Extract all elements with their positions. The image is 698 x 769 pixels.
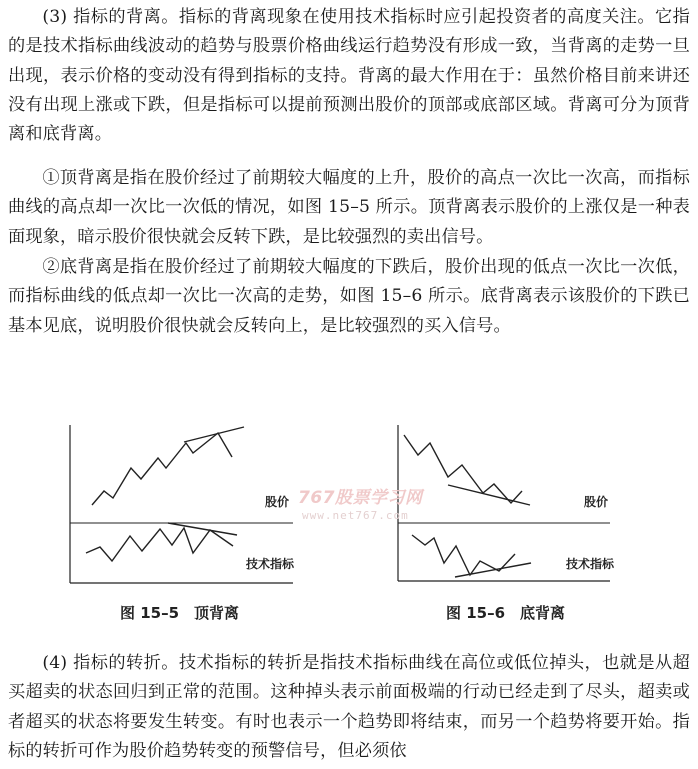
paragraph-indicator-turn: (4) 指标的转折。技术指标的转折是指技术指标曲线在高位或低位掉头，也就是从超买超卖的状态回归到正常的范围。这种掉头表示前面极端的行动已经走到了尽头，超卖或者超买的状态将要发生转变。有时也表示一个趋势即将结束，而另一个趋势将要开始。指标的转折可作为股价趋势转变的预警信号，但必须依 (8, 653, 690, 761)
paragraph-bottom-divergence: ②底背离是指在股价经过了前期较大幅度的下跌后，股价出现的低点一次比一次低，而指标曲线的低点却一次比一次高的走势，如图 15–6 所示。底背离表示该股价的下跌已基本见底，说明股价很快就会反转向上，是比较强烈的买入信号。 (8, 257, 690, 336)
left-indicator-trendline (168, 523, 237, 535)
figures-area (0, 405, 698, 635)
right-indicator-trendline (455, 563, 531, 577)
paragraph-divergence-intro: (3) 指标的背离。指标的背离现象在使用技术指标时应引起投资者的高度关注。它指的是技术指标曲线波动的趋势与股票价格曲线运行趋势没有形成一致，当背离的走势一旦出现，表示价格的变动没有得到指标的支持。背离的最大作用在于：虽然价格目前来讲还没有出现上涨或下跌，但是指标可以提前预测出股价的顶部或底部区域。背离可分为顶背离和底背离。 (8, 7, 690, 145)
left-price-trendline (184, 427, 244, 442)
figure-caption-left: 图 15–5 顶背离 (120, 604, 240, 622)
right-price-label: 股价 (584, 495, 609, 509)
paragraph-top-divergence: ①顶背离是指在股价经过了前期较大幅度的上升，股价的高点一次比一次高，而指标曲线的高点却一次比一次低的情况，如图 15–5 所示。顶背离表示股价的上涨仅是一种表面现象，暗示股价很快就会反转下跌，是比较强烈的卖出信号。 (8, 168, 690, 247)
watermark-logo-text: 767股票学习网 (298, 488, 423, 508)
left-price-label: 股价 (265, 495, 290, 509)
figure-caption-right: 图 15–6 底背离 (446, 604, 566, 622)
left-indicator-line (86, 528, 233, 561)
left-indicator-label: 技术指标 (246, 557, 295, 571)
right-indicator-label: 技术指标 (566, 557, 615, 571)
watermark-url-text: www.net767.com (302, 509, 409, 522)
left-price-line (92, 433, 232, 505)
